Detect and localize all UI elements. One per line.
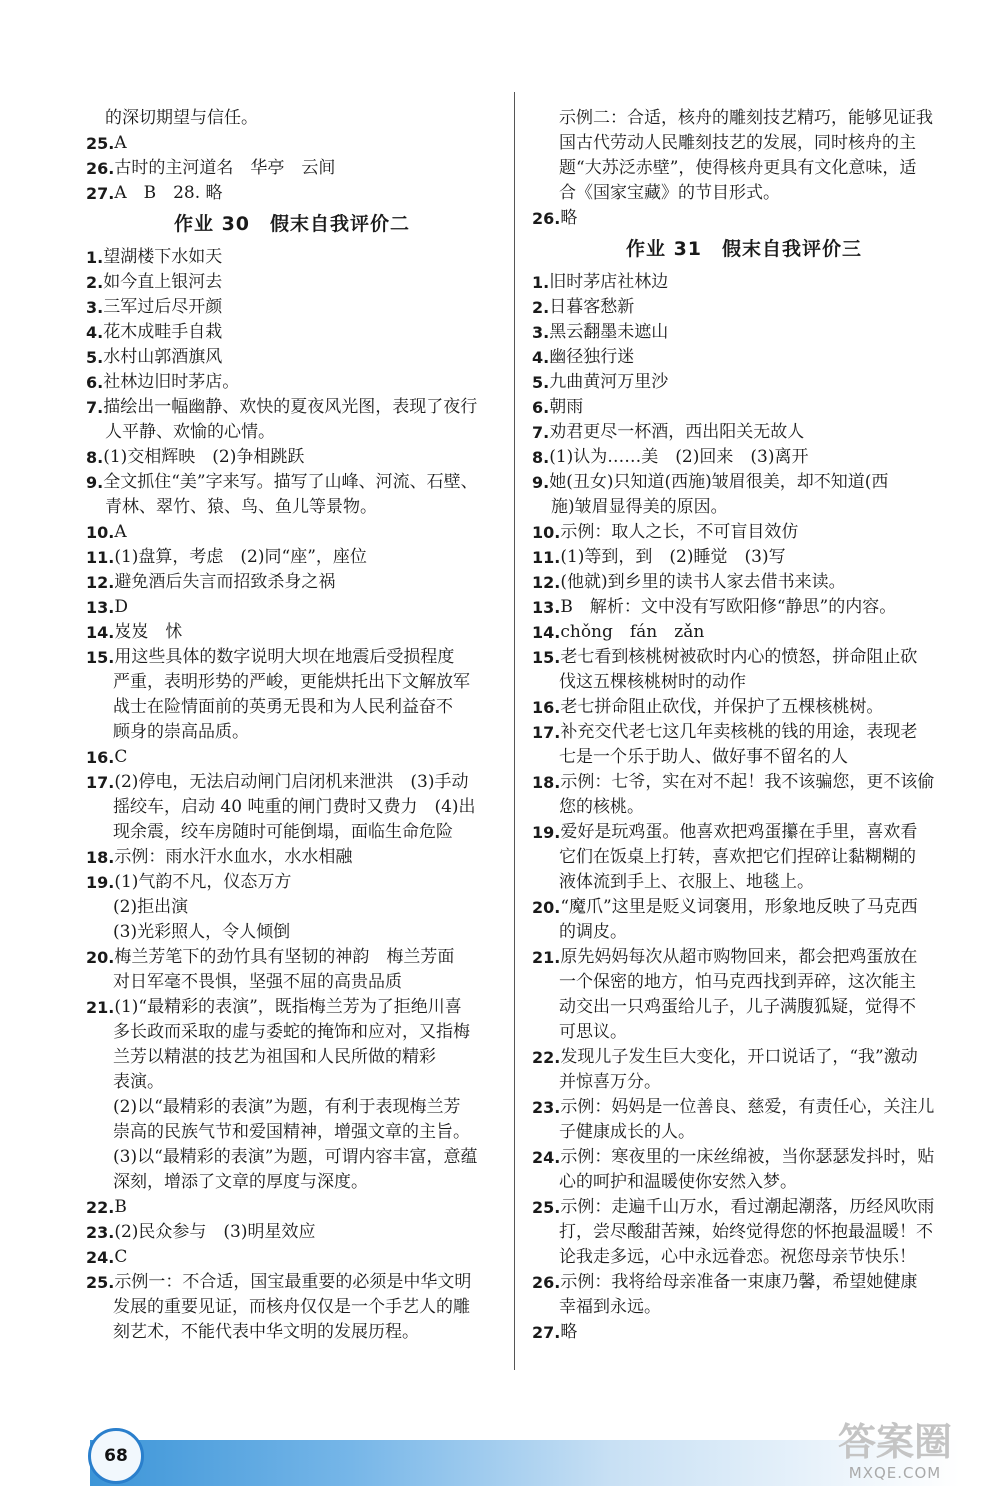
answer-number: 11. — [532, 548, 561, 567]
answer-item — [532, 295, 956, 320]
answer-item — [532, 695, 956, 720]
answer-text: 子健康成长的人。 — [559, 1122, 695, 1142]
answer-number: 22. — [532, 1048, 561, 1067]
answer-continuation — [86, 106, 498, 131]
answer-text: 可思议。 — [559, 1022, 627, 1042]
answer-item — [532, 470, 956, 495]
answer-text: 老七看到核桃树被砍时内心的愤怒，拼命阻止砍 — [560, 647, 918, 667]
answer-item — [532, 1270, 956, 1295]
answer-item — [532, 945, 956, 970]
answer-text: (2)民众参与 (3)明星效应 — [114, 1222, 316, 1242]
answer-continuation — [532, 995, 956, 1020]
answer-number: 16. — [532, 698, 561, 717]
answer-item — [86, 620, 498, 645]
answer-item — [86, 395, 498, 420]
answer-number: 14. — [532, 623, 561, 642]
answer-continuation — [86, 720, 498, 745]
answer-text: 示例：七爷，实在对不起！我不该骗您，更不该偷 — [560, 772, 935, 792]
answer-continuation — [86, 820, 498, 845]
answer-text: 爱好是玩鸡蛋。他喜欢把鸡蛋攥在手里，喜欢看 — [560, 822, 918, 842]
answer-number: 3. — [532, 323, 550, 342]
answer-item — [86, 1220, 498, 1245]
answer-text: 老七拼命阻止砍伐，并保护了五棵核桃树。 — [560, 697, 884, 717]
answer-text: 示例：雨水汗水血水，水水相融 — [114, 847, 353, 867]
answer-text: 战士在险情面前的英勇无畏和为人民利益奋不 — [113, 697, 453, 717]
answer-text: (1)认为……美 (2)回来 (3)离开 — [549, 447, 809, 467]
answer-item — [86, 1195, 498, 1220]
answer-number: 23. — [86, 1223, 115, 1242]
answer-text: 发展的重要见证，而核舟仅仅是一个手艺人的雕 — [113, 1297, 470, 1317]
answer-text: 幽径独行迷 — [549, 347, 635, 367]
answer-text: 人平静、欢愉的心情。 — [105, 422, 275, 442]
answer-number: 5. — [86, 348, 104, 367]
answer-text: (1)气韵不凡，仪态万方 — [114, 872, 292, 892]
answer-continuation — [532, 106, 956, 131]
answer-continuation — [86, 895, 498, 920]
answer-text: 青林、翠竹、猿、鸟、鱼儿等景物。 — [105, 497, 377, 517]
answer-item — [86, 770, 498, 795]
answer-continuation — [86, 1020, 498, 1045]
answer-item — [86, 520, 498, 545]
answer-text: 液体流到手上、衣服上、地毯上。 — [559, 872, 814, 892]
answer-text: 补充交代老七这几年卖核桃的钱的用途，表现老 — [560, 722, 918, 742]
answer-number: 13. — [86, 598, 115, 617]
answer-text: 九曲黄河万里沙 — [549, 372, 669, 392]
answer-text: 用这些具体的数字说明大坝在地震后受损程度 — [114, 647, 455, 667]
answer-item — [532, 445, 956, 470]
answer-text: 伐这五棵核桃树时的动作 — [559, 672, 746, 692]
answer-item — [532, 1045, 956, 1070]
answer-text: 梅兰芳笔下的劲竹具有坚韧的神韵 梅兰芳面 — [114, 947, 455, 967]
answer-text: 打，尝尽酸甜苦辣，始终觉得您的怀抱最温暖！不 — [559, 1222, 933, 1242]
answer-continuation — [86, 970, 498, 995]
answer-text: (1)交相辉映 (2)争相跳跃 — [103, 447, 305, 467]
answer-item — [86, 445, 498, 470]
answer-item — [86, 870, 498, 895]
answer-number: 25. — [532, 1198, 561, 1217]
answer-text: 国古代劳动人民雕刻技艺的发展，同时核舟的主 — [559, 133, 916, 153]
answer-item — [86, 345, 498, 370]
answer-item — [86, 131, 498, 156]
answer-text: 她(丑女)只知道(西施)皱眉很美，却不知道(西 — [549, 472, 889, 492]
answer-text: 现余震，绞车房随时可能倒塌，面临生命危险 — [113, 822, 453, 842]
answer-text: (他就)到乡里的读书人家去借书来读。 — [560, 572, 846, 592]
answer-number: 16. — [86, 748, 115, 767]
answer-number: 8. — [86, 448, 104, 467]
answer-number: 2. — [532, 298, 550, 317]
answer-item — [532, 645, 956, 670]
answer-continuation — [86, 1295, 498, 1320]
answer-item — [86, 570, 498, 595]
answer-number: 21. — [532, 948, 561, 967]
answer-continuation — [532, 870, 956, 895]
answer-item — [532, 270, 956, 295]
answer-item — [532, 320, 956, 345]
watermark-title: 答案圈 — [837, 1420, 952, 1464]
answer-item — [532, 770, 956, 795]
answer-text: 黑云翻墨未遮山 — [549, 322, 669, 342]
answer-item — [86, 995, 498, 1020]
answer-text: 原先妈妈每次从超市购物回来，都会把鸡蛋放在 — [560, 947, 918, 967]
answer-text: 施)皱眉显得美的原因。 — [551, 497, 728, 517]
answer-number: 9. — [86, 473, 104, 492]
answer-continuation — [532, 1120, 956, 1145]
answer-text: 朝雨 — [549, 397, 584, 417]
answer-item — [532, 395, 956, 420]
answer-number: 18. — [532, 773, 561, 792]
answer-number: 12. — [86, 573, 115, 592]
answer-number: 10. — [86, 523, 115, 542]
answer-text: 社林边旧时茅店。 — [103, 372, 240, 392]
answer-text: 古时的主河道名 华亭 云间 — [114, 158, 336, 178]
answer-continuation — [86, 1070, 498, 1095]
answer-number: 26. — [532, 209, 561, 228]
answer-continuation — [532, 845, 956, 870]
answer-text: 劝君更尽一杯酒，西出阳关无故人 — [549, 422, 805, 442]
answer-text: 全文抓住“美”字来写。描写了山峰、河流、石壁、 — [103, 472, 478, 492]
answer-number: 15. — [86, 648, 115, 667]
answer-text: 示例：取人之长，不可盲目效仿 — [560, 522, 799, 542]
answer-number: 14. — [86, 623, 115, 642]
answer-text: 对日军毫不畏惧，坚强不屈的高贵品质 — [113, 972, 402, 992]
answer-text: 示例：寒夜里的一床丝绵被，当你瑟瑟发抖时，贴 — [560, 1147, 935, 1167]
answer-item — [532, 620, 956, 645]
answer-text: 刻艺术，不能代表中华文明的发展历程。 — [113, 1322, 419, 1342]
answer-item — [86, 245, 498, 270]
answer-number: 11. — [86, 548, 115, 567]
answer-text: 示例一：不合适，国宝最重要的必须是中华文明 — [114, 1272, 472, 1292]
answer-number: 5. — [532, 373, 550, 392]
answer-text: 一个保密的地方，怕马克西找到弄碎，这次能主 — [559, 972, 916, 992]
answer-text: “魔爪”这里是贬义词褒用，形象地反映了马克西 — [560, 897, 918, 917]
answer-continuation — [86, 1045, 498, 1070]
answer-text: 望湖楼下水如天 — [103, 247, 223, 267]
answer-continuation — [532, 1020, 956, 1045]
answer-number: 12. — [532, 573, 561, 592]
answer-continuation — [86, 920, 498, 945]
answer-text: A — [114, 133, 127, 153]
answer-number: 19. — [86, 873, 115, 892]
answer-number: 9. — [532, 473, 550, 492]
answer-continuation — [86, 670, 498, 695]
answer-text: D — [114, 597, 128, 617]
answer-number: 25. — [86, 134, 115, 153]
watermark-logo — [820, 1420, 970, 1490]
answer-number: 1. — [86, 248, 104, 267]
answer-item — [532, 1195, 956, 1220]
answer-text: (2)拒出演 — [113, 897, 189, 917]
answer-text: C — [114, 1247, 128, 1267]
answer-text: 幸福到永远。 — [559, 1297, 661, 1317]
answer-number: 26. — [532, 1273, 561, 1292]
answer-text: (2)停电，无法启动闸门启闭机来泄洪 (3)手动 — [114, 772, 469, 792]
answer-text: 花木成畦手自栽 — [103, 322, 223, 342]
right-column — [532, 106, 956, 1345]
answer-number: 8. — [532, 448, 550, 467]
answer-item — [86, 845, 498, 870]
answer-number: 2. — [86, 273, 104, 292]
answer-item — [532, 545, 956, 570]
answer-text: 多长政而采取的虚与委蛇的掩饰和应对，又指梅 — [113, 1022, 470, 1042]
answer-item — [532, 345, 956, 370]
answer-item — [86, 1245, 498, 1270]
answer-item — [86, 270, 498, 295]
answer-number: 10. — [532, 523, 561, 542]
answer-text: B 解析：文中没有写欧阳修“静思”的内容。 — [560, 597, 897, 617]
page-number: 68 — [88, 1428, 144, 1484]
answer-item — [532, 570, 956, 595]
answer-continuation — [532, 495, 956, 520]
answer-text: 它们在饭桌上打转，喜欢把它们捏碎让黏糊糊的 — [559, 847, 916, 867]
answer-text: 摇绞车，启动 40 吨重的闸门费时又费力 (4)出 — [113, 797, 476, 817]
answer-number: 27. — [532, 1323, 561, 1342]
answer-item — [86, 370, 498, 395]
section-heading: 作业 31 假末自我评价三 — [625, 238, 863, 260]
answer-item — [532, 206, 956, 231]
answer-text: 严重，表明形势的严峻，更能烘托出下文解放军 — [113, 672, 470, 692]
answer-text: 描绘出一幅幽静、欢快的夏夜风光图，表现了夜行 — [103, 397, 478, 417]
answer-continuation — [532, 1170, 956, 1195]
answer-item — [86, 181, 498, 206]
answer-item — [532, 520, 956, 545]
left-column — [86, 106, 498, 1345]
answer-number: 7. — [86, 398, 104, 417]
answer-text: (3)以“最精彩的表演”为题，可谓内容丰富，意蕴 — [113, 1147, 478, 1167]
answer-item — [86, 595, 498, 620]
answer-number: 17. — [86, 773, 115, 792]
answer-continuation — [532, 1220, 956, 1245]
answer-text: 七是一个乐于助人、做好事不留名的人 — [559, 747, 848, 767]
section-heading: 作业 30 假末自我评价二 — [173, 213, 411, 235]
answer-text: 的深切期望与信任。 — [105, 108, 258, 128]
answer-text: 旧时茅店社林边 — [549, 272, 669, 292]
answer-number: 25. — [86, 1273, 115, 1292]
answer-continuation — [532, 181, 956, 206]
answer-text: 并惊喜万分。 — [559, 1072, 661, 1092]
answer-text: 顾身的崇高品质。 — [113, 722, 249, 742]
answer-continuation — [86, 795, 498, 820]
answer-item — [532, 895, 956, 920]
answer-continuation — [86, 495, 498, 520]
watermark-url: MXQE.COM — [848, 1464, 942, 1482]
answer-number: 20. — [532, 898, 561, 917]
answer-text: 的调皮。 — [559, 922, 627, 942]
answer-continuation — [532, 920, 956, 945]
answer-text: (1)“最精彩的表演”，既指梅兰芳为了拒绝川喜 — [114, 997, 462, 1017]
answer-continuation — [532, 970, 956, 995]
answer-text: 示例：我将给母亲准备一束康乃馨，希望她健康 — [560, 1272, 918, 1292]
answer-text: 水村山郭酒旗风 — [103, 347, 223, 367]
answer-item — [532, 1145, 956, 1170]
answer-text: (1)盘算，考虑 (2)同“座”，座位 — [114, 547, 367, 567]
answer-item — [532, 370, 956, 395]
answer-text: A — [114, 522, 127, 542]
answer-item — [86, 1270, 498, 1295]
answer-text: 避免酒后失言而招致杀身之祸 — [114, 572, 336, 592]
answer-number: 6. — [532, 398, 550, 417]
answer-item — [532, 1320, 956, 1345]
answer-item — [532, 820, 956, 845]
answer-number: 4. — [532, 348, 550, 367]
column-divider — [514, 92, 515, 1370]
answer-number: 22. — [86, 1198, 115, 1217]
answer-item — [86, 470, 498, 495]
answer-number: 4. — [86, 323, 104, 342]
answer-continuation — [86, 1320, 498, 1345]
answer-number: 13. — [532, 598, 561, 617]
answer-text: 合《国家宝藏》的节目形式。 — [559, 183, 780, 203]
answer-item — [86, 156, 498, 181]
answer-continuation — [532, 1295, 956, 1320]
answer-item — [532, 595, 956, 620]
answer-text: 您的核桃。 — [559, 797, 644, 817]
answer-continuation — [532, 795, 956, 820]
answer-number: 24. — [86, 1248, 115, 1267]
answer-number: 20. — [86, 948, 115, 967]
answer-continuation — [532, 156, 956, 181]
answer-item — [532, 1095, 956, 1120]
answer-number: 18. — [86, 848, 115, 867]
answer-continuation — [86, 420, 498, 445]
answer-continuation — [86, 1145, 498, 1170]
answer-continuation — [532, 1245, 956, 1270]
answer-number: 21. — [86, 998, 115, 1017]
answer-number: 19. — [532, 823, 561, 842]
answer-number: 27. — [86, 184, 115, 203]
answer-continuation — [532, 1070, 956, 1095]
answer-number: 26. — [86, 159, 115, 178]
answer-text: 论我走多远，心中永远眷恋。祝您母亲节快乐！ — [559, 1247, 916, 1267]
answer-number: 17. — [532, 723, 561, 742]
answer-text: 深刻，增添了文章的厚度与深度。 — [113, 1172, 368, 1192]
answer-text: (1)等到，到 (2)睡觉 (3)写 — [560, 547, 786, 567]
answer-item — [86, 645, 498, 670]
answer-number: 3. — [86, 298, 104, 317]
answer-text: 略 — [560, 208, 578, 228]
answer-text: 略 — [560, 1322, 578, 1342]
answer-continuation — [86, 695, 498, 720]
answer-continuation — [86, 1170, 498, 1195]
answer-text: 如今直上银河去 — [103, 272, 223, 292]
answer-continuation — [532, 670, 956, 695]
answer-text: 三军过后尽开颜 — [103, 297, 223, 317]
answer-text: 表演。 — [113, 1072, 164, 1092]
answer-continuation — [532, 131, 956, 156]
answer-item — [86, 295, 498, 320]
answer-number: 15. — [532, 648, 561, 667]
answer-text: 示例：妈妈是一位善良、慈爱，有责任心，关注儿 — [560, 1097, 935, 1117]
answer-number: 6. — [86, 373, 104, 392]
answer-text: 兰芳以精湛的技艺为祖国和人民所做的精彩 — [113, 1047, 436, 1067]
answer-text: 崇高的民族气节和爱国精神，增强文章的主旨。 — [113, 1122, 470, 1142]
answer-text: 发现儿子发生巨大变化，开口说话了，“我”激动 — [560, 1047, 918, 1067]
answer-text: chǒng fán zǎn — [560, 622, 705, 642]
answer-text: 岌岌 怵 — [114, 622, 183, 642]
answer-item — [532, 720, 956, 745]
answer-number: 23. — [532, 1098, 561, 1117]
answer-text: B — [114, 1197, 127, 1217]
answer-text: 题“大苏泛赤壁”，使得核舟更具有文化意味，适 — [559, 158, 917, 178]
answer-number: 1. — [532, 273, 550, 292]
answer-continuation — [532, 745, 956, 770]
answer-text: 示例：走遍千山万水，看过潮起潮落，历经风吹雨 — [560, 1197, 935, 1217]
answer-text: A B 28. 略 — [114, 183, 223, 203]
answer-text: (3)光彩照人，令人倾倒 — [113, 922, 291, 942]
answer-text: 示例二：合适，核舟的雕刻技艺精巧，能够见证我 — [559, 108, 933, 128]
answer-text: 动交出一只鸡蛋给儿子，儿子满腹狐疑，觉得不 — [559, 997, 916, 1017]
answer-text: C — [114, 747, 128, 767]
answer-continuation — [86, 1120, 498, 1145]
answer-number: 24. — [532, 1148, 561, 1167]
answer-text: 日暮客愁新 — [549, 297, 635, 317]
answer-item — [86, 745, 498, 770]
answer-item — [86, 320, 498, 345]
answer-text: 心的呵护和温暖使你安然入梦。 — [559, 1172, 797, 1192]
answer-item — [86, 545, 498, 570]
answer-text: (2)以“最精彩的表演”为题，有利于表现梅兰芳 — [113, 1097, 461, 1117]
answer-number: 7. — [532, 423, 550, 442]
answer-item — [86, 945, 498, 970]
answer-continuation — [86, 1095, 498, 1120]
answer-item — [532, 420, 956, 445]
